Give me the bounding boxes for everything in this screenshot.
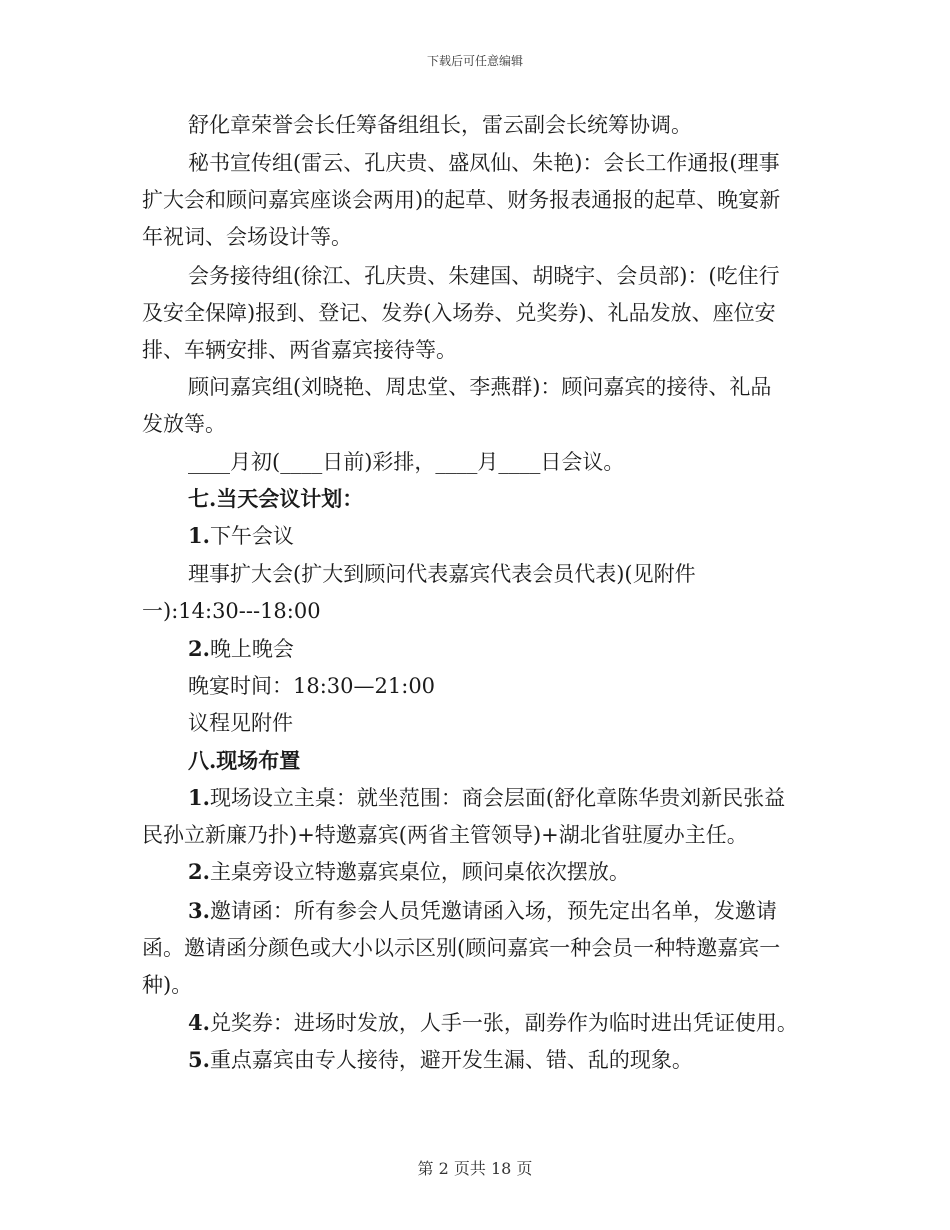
paragraph-line: ____月初(____日前)彩排，____月____日会议。 bbox=[188, 450, 625, 474]
list-item bbox=[188, 521, 294, 551]
paragraph-line: 理事扩大会(扩大到顾问代表嘉宾代表会员代表)(见附件 bbox=[188, 562, 696, 586]
list-item-text: 兑奖券：进场时发放，人手一张，副券作为临时进出凭证使用。 bbox=[209, 1011, 798, 1035]
paragraph-line: 议程见附件 bbox=[188, 711, 293, 735]
paragraph-line: 一):14:30---18:00 bbox=[142, 599, 321, 623]
paragraph-line: 秘书宣传组(雷云、孔庆贵、盛凤仙、朱艳)：会长工作通报(理事 bbox=[188, 151, 780, 175]
list-item-text: 重点嘉宾由专人接待，避开发生漏、错、乱的现象。 bbox=[209, 1048, 693, 1072]
paragraph-line: 会务接待组(徐江、孔庆贵、朱建国、胡晓宇、会员部)：(吃住行 bbox=[188, 264, 780, 288]
list-number: 1. bbox=[188, 523, 210, 548]
paragraph-line: 顾问嘉宾组(刘晓艳、周忠堂、李燕群)：顾问嘉宾的接待、礼品 bbox=[188, 375, 772, 399]
list-number: 1. bbox=[188, 785, 210, 810]
list-number: 3. bbox=[188, 898, 210, 923]
list-item bbox=[188, 1045, 693, 1075]
paragraph-line: 扩大会和顾问嘉宾座谈会两用)的起草、财务报表通报的起草、晚宴新 bbox=[142, 188, 781, 212]
list-item bbox=[188, 1008, 798, 1038]
paragraph-line: 发放等。 bbox=[142, 412, 226, 436]
section-heading: 七.当天会议计划： bbox=[188, 486, 364, 511]
page-footer: 第 2 页共 18 页 bbox=[417, 1159, 533, 1178]
list-number: 2. bbox=[188, 636, 210, 661]
list-item bbox=[188, 634, 294, 664]
paragraph-line: 晚宴时间：18:30—21:00 bbox=[188, 674, 436, 698]
paragraph-line: 民孙立新廉乃扑)+特邀嘉宾(两省主管领导)+湖北省驻厦办主任。 bbox=[142, 823, 748, 847]
paragraph-line: 种)。 bbox=[142, 973, 193, 997]
section-heading: 八.现场布置 bbox=[188, 748, 301, 773]
list-number: 2. bbox=[188, 859, 210, 884]
paragraph-line: 函。邀请函分颜色或大小以示区别(顾问嘉宾一种会员一种特邀嘉宾一 bbox=[142, 936, 781, 960]
paragraph-line: 排、车辆安排、两省嘉宾接待等。 bbox=[142, 338, 457, 362]
list-item-text: 邀请函：所有参会人员凭邀请函入场，预先定出名单，发邀请 bbox=[209, 899, 777, 923]
list-number: 4. bbox=[188, 1010, 210, 1035]
paragraph-line: 及安全保障)报到、登记、发券(入场券、兑奖券)、礼品发放、座位安 bbox=[142, 301, 776, 325]
list-item bbox=[188, 783, 785, 813]
list-item bbox=[188, 896, 777, 926]
list-item-text: 晚上晚会 bbox=[209, 637, 294, 661]
list-number: 5. bbox=[188, 1047, 210, 1072]
list-item-text: 现场设立主桌：就坐范围：商会层面(舒化章陈华贵刘新民张益 bbox=[209, 786, 786, 810]
paragraph-line: 年祝词、会场设计等。 bbox=[142, 225, 352, 249]
page-header: 下载后可任意编辑 bbox=[426, 54, 523, 68]
list-item bbox=[188, 857, 630, 887]
paragraph-line: 舒化章荣誉会长任筹备组组长，雷云副会长统筹协调。 bbox=[188, 113, 692, 137]
list-item-text: 下午会议 bbox=[209, 524, 294, 548]
list-item-text: 主桌旁设立特邀嘉宾桌位，顾问桌依次摆放。 bbox=[209, 860, 630, 884]
